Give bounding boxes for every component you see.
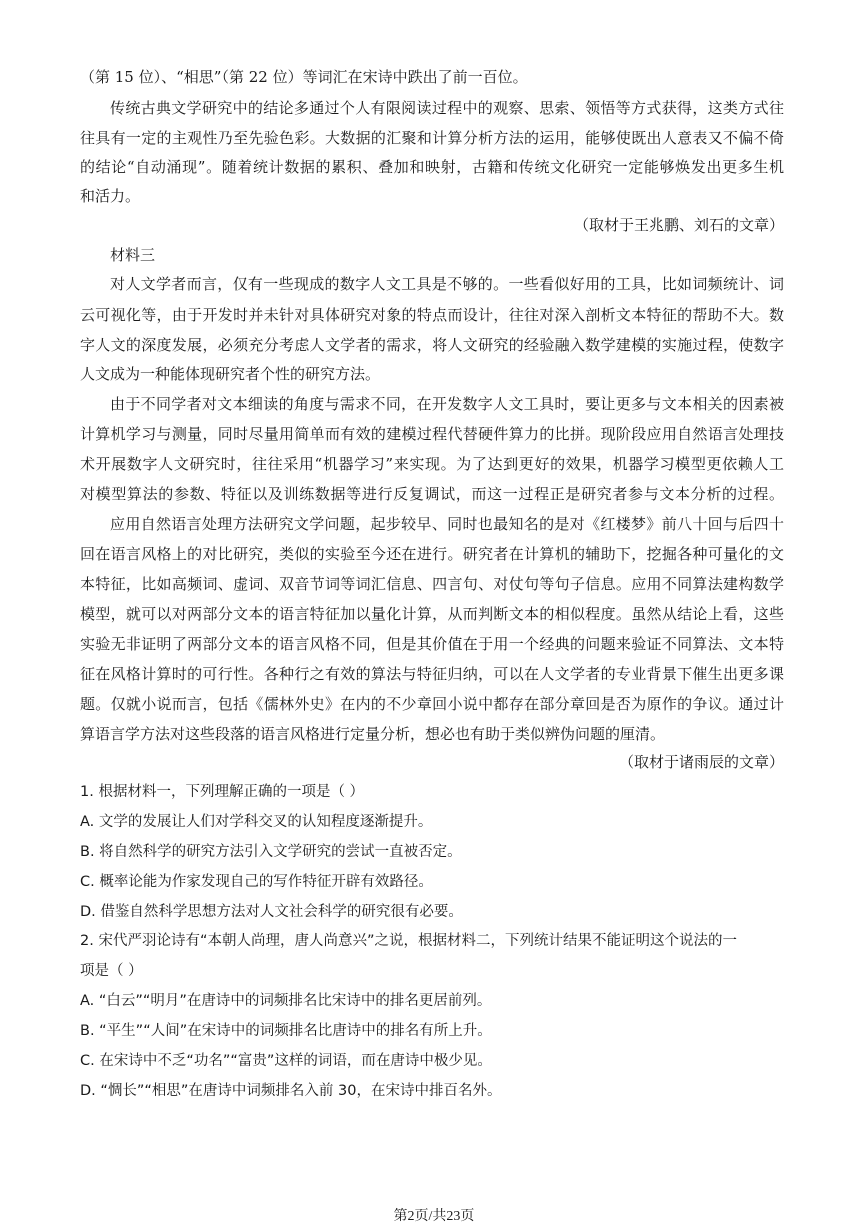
- paragraph-line: 模型，就可以对两部分文本的语言特征加以量化计算，从而判断文本的相似程度。虽然从结论上看，这些: [80, 605, 784, 623]
- paragraph-line: 题。仅就小说而言，包括《儒林外史》在内的不少章回小说中都存在部分章回是否为原作的争议。通过计: [80, 695, 784, 713]
- paragraph-line: 计算机学习与测量，同时尽量用简单而有效的建模过程代替硬件算力的比拼。现阶段应用自然语言处理技: [80, 425, 784, 443]
- question-1-option-c: C. 概率论能为作家发现自己的写作特征开辟有效路径。: [80, 874, 433, 890]
- paragraph-line: 本特征，比如高频词、虚词、双音节词等词汇信息、四言句、对仗句等句子信息。应用不同算法建构数学: [80, 575, 784, 593]
- paragraph-line: 对人文学者而言，仅有一些现成的数字人文工具是不够的。一些看似好用的工具，比如词频统计、词: [110, 275, 784, 293]
- paragraph-line: 云可视化等，由于开发时并未针对具体研究对象的特点而设计，往往对深入剖析文本特征的帮助不大。数: [80, 306, 784, 324]
- question-1-option-a: A. 文学的发展让人们对学科交叉的认知程度逐渐提升。: [80, 814, 433, 830]
- paragraph-line: 回在语言风格上的对比研究，类似的实验至今还在进行。研究者在计算机的辅助下，挖掘各种可量化的文: [80, 545, 784, 563]
- source-citation: （取材于诸雨辰的文章）: [618, 753, 784, 771]
- question-2-option-d: D. “惆长”“相思”在唐诗中词频排名入前 30，在宋诗中排百名外。: [80, 1083, 502, 1099]
- paragraph-line: 实验无非证明了两部分文本的语言风格不同，但是其价值在于用一个经典的问题来验证不同算法、文本特: [80, 635, 784, 653]
- question-1-option-b: B. 将自然科学的研究方法引入文学研究的尝试一直被否定。: [80, 844, 462, 860]
- paragraph-line: 应用自然语言处理方法研究文学问题，起步较早、同时也最知名的是对《红楼梦》前八十回与后四十: [110, 515, 784, 533]
- question-1-stem: 1. 根据材料一，下列理解正确的一项是（ ）: [80, 784, 365, 800]
- paragraph-line: 由于不同学者对文本细读的角度与需求不同，在开发数字人文工具时，要让更多与文本相关的因素被: [110, 395, 784, 413]
- paragraph-line: 术开展数字人文研究时，往往采用“机器学习”来实现。为了达到更好的效果，机器学习模型更依赖人工: [80, 455, 784, 473]
- source-citation: （取材于王兆鹏、刘石的文章）: [573, 216, 784, 234]
- question-2-option-b: B. “平生”“人间”在宋诗中的词频排名比唐诗中的排名有所上升。: [80, 1023, 492, 1039]
- paragraph-conclusion-line: 和活力。: [80, 187, 141, 205]
- question-2-stem: 项是（ ）: [80, 963, 143, 979]
- paragraph-line: 征在风格计算时的可行性。各种行之有效的算法与特征归纳，可以在人文学者的专业背景下催生出更多课: [80, 665, 784, 683]
- paragraph-line: 人文成为一种能体现研究者个性的研究方法。: [80, 365, 381, 383]
- question-2-stem: 2. 宋代严羽论诗有“本朝人尚理，唐人尚意兴”之说，根据材料二，下列统计结果不能证明这个说法的一: [80, 933, 737, 949]
- question-2-option-c: C. 在宋诗中不乏“功名”“富贵”这样的词语，而在唐诗中极少见。: [80, 1053, 492, 1069]
- paragraph-line: 对模型算法的参数、特征以及训练数据等进行反复调试，而这一过程正是研究者参与文本分析的过程。: [80, 485, 784, 503]
- question-2-option-a: A. “白云”“明月”在唐诗中的词频排名比宋诗中的排名更居前列。: [80, 993, 492, 1009]
- question-1-option-d: D. 借鉴自然科学思想方法对人文社会科学的研究很有必要。: [80, 904, 463, 920]
- page-number: 第2页/共23页: [393, 1209, 475, 1224]
- material-title: 材料三: [110, 246, 156, 264]
- continuation-line: （第 15 位）、“相思”（第 22 位）等词汇在宋诗中跌出了前一百位。: [80, 68, 528, 86]
- paragraph-line: 字人文的深度发展，必须充分考虑人文学者的需求，将人文研究的经验融入数学建模的实施过程，使数字: [80, 336, 784, 354]
- paragraph-conclusion-line: 传统古典文学研究中的结论多通过个人有限阅读过程中的观察、思索、领悟等方式获得，这类方式往: [110, 99, 784, 117]
- paragraph-conclusion-line: 往具有一定的主观性乃至先验色彩。大数据的汇聚和计算分析方法的运用，能够使既出人意表又不偏不倚: [80, 129, 784, 147]
- paragraph-line: 算语言学方法对这些段落的语言风格进行定量分析，想必也有助于类似辨伪问题的厘清。: [80, 725, 666, 743]
- paragraph-conclusion-line: 的结论“自动涌现”。随着统计数据的累积、叠加和映射，古籍和传统文化研究一定能够焕发出更多生机: [80, 158, 784, 176]
